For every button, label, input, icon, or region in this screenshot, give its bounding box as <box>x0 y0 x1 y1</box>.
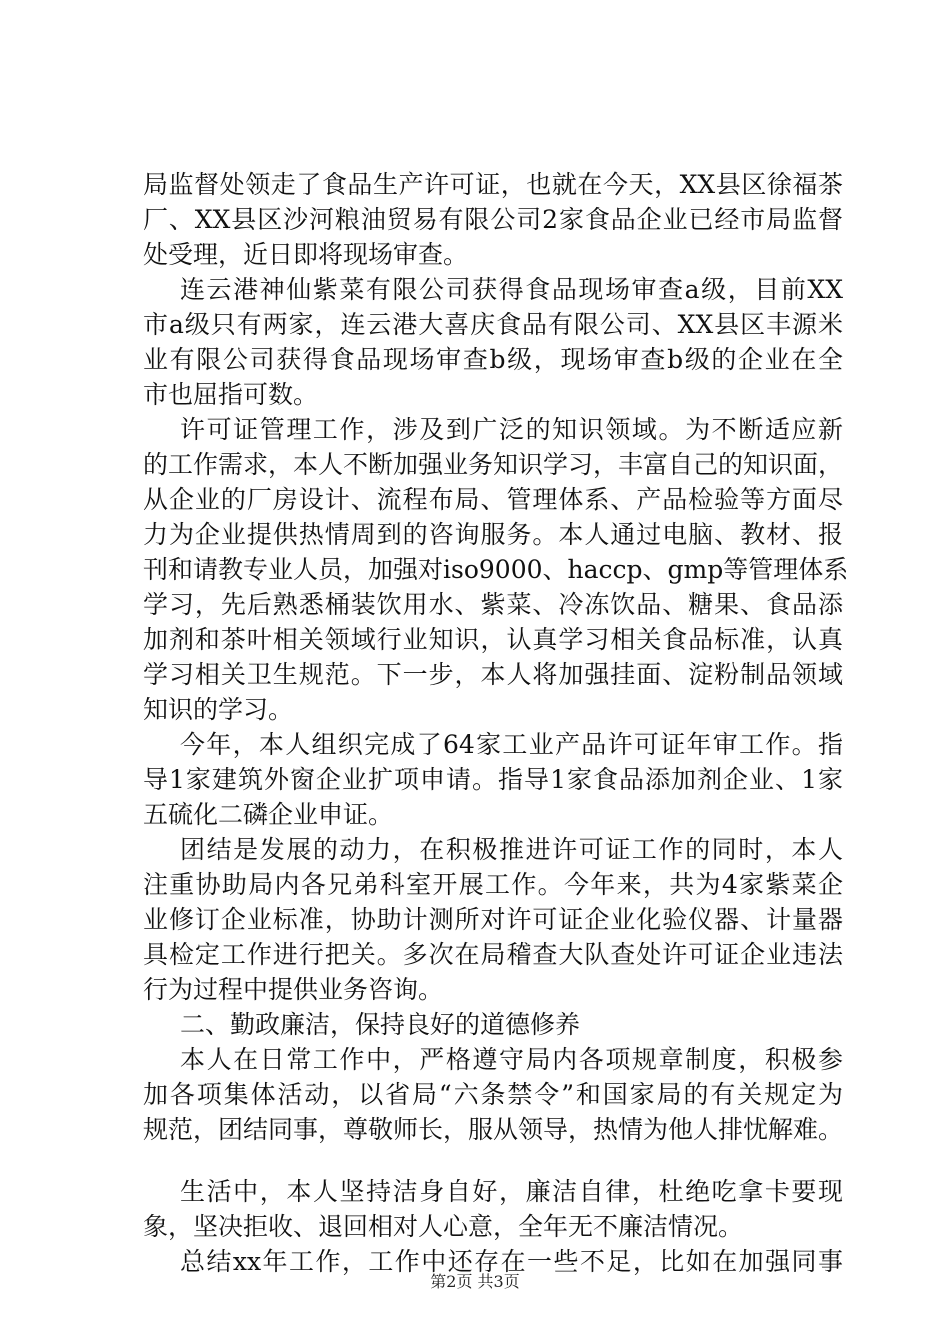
body-text-line: 生活中，本人坚持洁身自好，廉洁自律，杜绝吃拿卡要现 <box>180 1177 843 1206</box>
body-text-line: 行为过程中提供业务咨询。 <box>143 975 444 1004</box>
body-text-line: 知识的学习。 <box>143 695 294 724</box>
body-text-line: 今年，本人组织完成了64家工业产品许可证年审工作。指 <box>180 730 843 759</box>
body-text-line: 加各项集体活动，以省局“六条禁令”和国家局的有关规定为 <box>143 1080 843 1109</box>
body-text-line: 市a级只有两家，连云港大喜庆食品有限公司、XX县区丰源米 <box>143 310 843 339</box>
body-text-line: 加剂和茶叶相关领域行业知识，认真学习相关食品标准，认真 <box>143 625 843 654</box>
body-text-line: 学习相关卫生规范。下一步，本人将加强挂面、淀粉制品领域 <box>143 660 843 689</box>
body-text-line: 导1家建筑外窗企业扩项申请。指导1家食品添加剂企业、1家 <box>143 765 843 794</box>
body-text-line: 连云港神仙紫菜有限公司获得食品现场审查a级，目前XX <box>180 275 843 304</box>
body-text-line: 业有限公司获得食品现场审查b级，现场审查b级的企业在全 <box>143 345 843 374</box>
page-number-footer: 第2页 共3页 <box>430 1272 520 1291</box>
body-text-line: 市也屈指可数。 <box>143 380 319 409</box>
body-text-line: 本人在日常工作中，严格遵守局内各项规章制度，积极参 <box>180 1045 843 1074</box>
body-text-line: 总结xx年工作，工作中还存在一些不足，比如在加强同事 <box>180 1247 843 1276</box>
body-text-line: 象，坚决拒收、退回相对人心意，全年无不廉洁情况。 <box>143 1212 744 1241</box>
body-text-line: 厂、XX县区沙河粮油贸易有限公司2家食品企业已经市局监督 <box>143 205 843 234</box>
body-text-line: 力为企业提供热情周到的咨询服务。本人通过电脑、教材、报 <box>143 520 843 549</box>
body-text-line: 的工作需求，本人不断加强业务知识学习，丰富自己的知识面， <box>143 450 844 479</box>
body-text-line: 注重协助局内各兄弟科室开展工作。今年来，共为4家紫菜企 <box>143 870 843 899</box>
body-text-line: 具检定工作进行把关。多次在局稽查大队查处许可证企业违法 <box>143 940 843 969</box>
body-text-line: 规范，团结同事，尊敬师长，服从领导，热情为他人排忧解难。 <box>143 1115 844 1144</box>
section-heading: 二、勤政廉洁，保持良好的道德修养 <box>180 1010 581 1039</box>
body-text-line: 刊和请教专业人员，加强对iso9000、haccp、gmp等管理体系 <box>143 555 849 584</box>
body-text-line: 处受理，近日即将现场审查。 <box>143 240 469 269</box>
body-text-line: 学习，先后熟悉桶装饮用水、紫菜、冷冻饮品、糖果、食品添 <box>143 590 843 619</box>
body-text-line: 业修订企业标准，协助计测所对许可证企业化验仪器、计量器 <box>143 905 843 934</box>
body-text-line: 许可证管理工作，涉及到广泛的知识领域。为不断适应新 <box>180 415 843 444</box>
body-text-line: 从企业的厂房设计、流程布局、管理体系、产品检验等方面尽 <box>143 485 843 514</box>
body-text-line: 团结是发展的动力，在积极推进许可证工作的同时，本人 <box>180 835 843 864</box>
body-text-line: 五硫化二磷企业申证。 <box>143 800 394 829</box>
body-text-line: 局监督处领走了食品生产许可证，也就在今天，XX县区徐福茶 <box>143 170 843 199</box>
